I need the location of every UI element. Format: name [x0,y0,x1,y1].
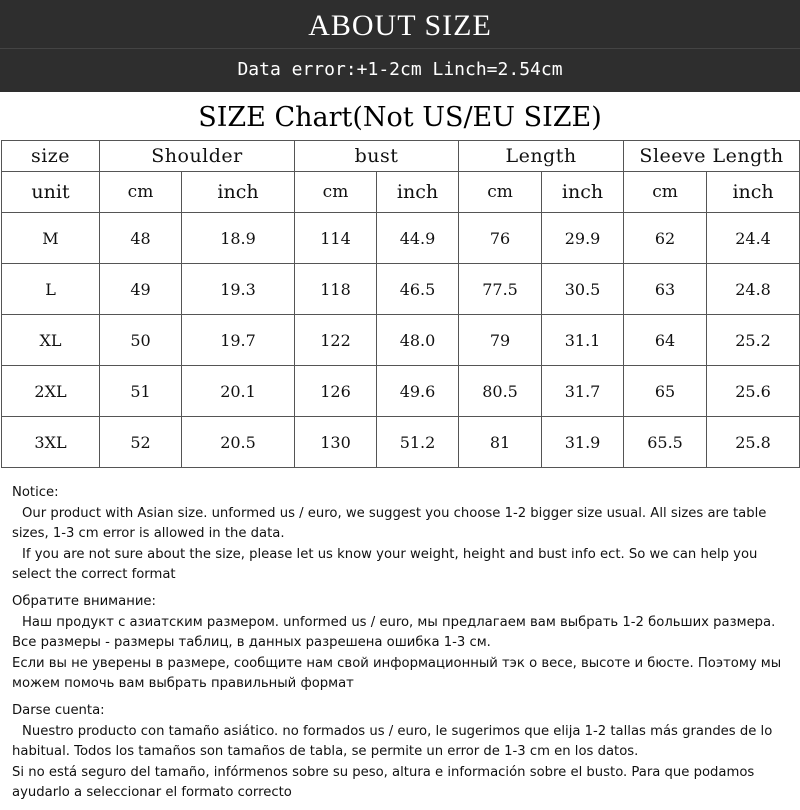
table-cell: 126 [295,366,377,417]
size-cell: 2XL [2,366,100,417]
table-cell: 25.8 [707,417,800,468]
notice-russian [12,592,796,695]
table-cell: 18.9 [182,213,295,264]
table-cell: 48.0 [377,315,459,366]
table-cell: 24.4 [707,213,800,264]
table-cell: 76 [459,213,542,264]
table-cell: 24.8 [707,264,800,315]
header-length: Length [459,141,624,172]
table-cell: 65 [624,366,707,417]
table-cell: 20.1 [182,366,295,417]
notice-paragraph: If you are not sure about the size, please let us know your weight, height and bust info ect. So we can help you select the correct format [12,546,758,583]
unit-cell: inch [377,172,459,213]
header-band [0,0,800,92]
table-cell: 62 [624,213,707,264]
table-row [2,264,800,315]
header-shoulder: Shoulder [100,141,295,172]
notice-paragraph: Наш продукт с азиатским размером. unformed us / euro, мы предлагаем вам выбрать 1-2 больших размера. Все размеры - размеры таблиц, в данных разрешена ошибка 1-3 см. [12,614,776,651]
size-cell: XL [2,315,100,366]
table-cell: 130 [295,417,377,468]
notice-paragraph: Если вы не уверены в размере, сообщите нам свой информационный тэк о весе, высоте и бюсте. Поэтому мы можем помочь вам выбрать правильный формат [12,655,782,692]
table-group-header-row [2,141,800,172]
unit-cell: inch [182,172,295,213]
header-divider [0,48,800,49]
header-bust: bust [295,141,459,172]
table-cell: 29.9 [542,213,624,264]
table-cell: 30.5 [542,264,624,315]
table-cell: 31.1 [542,315,624,366]
table-row [2,366,800,417]
table-cell: 50 [100,315,182,366]
size-cell: L [2,264,100,315]
header-title: ABOUT SIZE [308,9,492,42]
header-sleeve-length: Sleeve Length [624,141,800,172]
notice-heading-english: Notice: [12,485,59,500]
unit-cell: cm [100,172,182,213]
notice-paragraph: Si no está seguro del tamaño, infórmenos sobre su peso, altura e información sobre el busto. Para que podamos ayudarlo a seleccionar el formato correcto [12,764,755,801]
table-cell: 19.7 [182,315,295,366]
table-cell: 19.3 [182,264,295,315]
table-cell: 31.9 [542,417,624,468]
size-cell: M [2,213,100,264]
size-chart-title: SIZE Chart(Not US/EU SIZE) [198,102,602,133]
size-table [1,140,800,468]
table-cell: 51 [100,366,182,417]
table-cell: 25.6 [707,366,800,417]
table-row [2,417,800,468]
unit-cell: cm [295,172,377,213]
table-cell: 31.7 [542,366,624,417]
notice-english [12,483,796,586]
table-cell: 114 [295,213,377,264]
table-cell: 20.5 [182,417,295,468]
table-cell: 80.5 [459,366,542,417]
unit-label: unit [2,172,100,213]
table-cell: 77.5 [459,264,542,315]
table-cell: 49 [100,264,182,315]
notice-paragraph: Nuestro producto con tamaño asiático. no formados us / euro, le sugerimos que elija 1-2 tallas más grandes de lo habitual. Todos los tamaños son tamaños de tabla, se permite un error de 1-3 cm en los datos. [12,723,773,760]
table-row [2,315,800,366]
table-cell: 81 [459,417,542,468]
table-cell: 122 [295,315,377,366]
table-cell: 118 [295,264,377,315]
header-subtitle: Data error:+1-2cm Linch=2.54cm [237,59,563,80]
unit-cell: inch [707,172,800,213]
table-cell: 51.2 [377,417,459,468]
unit-cell: cm [459,172,542,213]
unit-cell: cm [624,172,707,213]
size-cell: 3XL [2,417,100,468]
notice-paragraph: Our product with Asian size. unformed us / euro, we suggest you choose 1-2 bigger size usual. All sizes are table sizes, 1-3 cm error is allowed in the data. [12,505,767,542]
table-cell: 44.9 [377,213,459,264]
table-cell: 48 [100,213,182,264]
table-cell: 64 [624,315,707,366]
table-cell: 79 [459,315,542,366]
table-cell: 65.5 [624,417,707,468]
table-cell: 49.6 [377,366,459,417]
table-cell: 63 [624,264,707,315]
table-row [2,213,800,264]
notice-heading-spanish: Darse cuenta: [12,702,105,718]
unit-cell: inch [542,172,624,213]
table-cell: 46.5 [377,264,459,315]
notice-spanish [12,701,796,804]
table-cell: 52 [100,417,182,468]
notice-heading-russian: Обратите внимание: [12,593,156,609]
table-cell: 25.2 [707,315,800,366]
table-unit-row [2,172,800,213]
header-size: size [2,141,100,172]
size-notes [12,483,796,810]
